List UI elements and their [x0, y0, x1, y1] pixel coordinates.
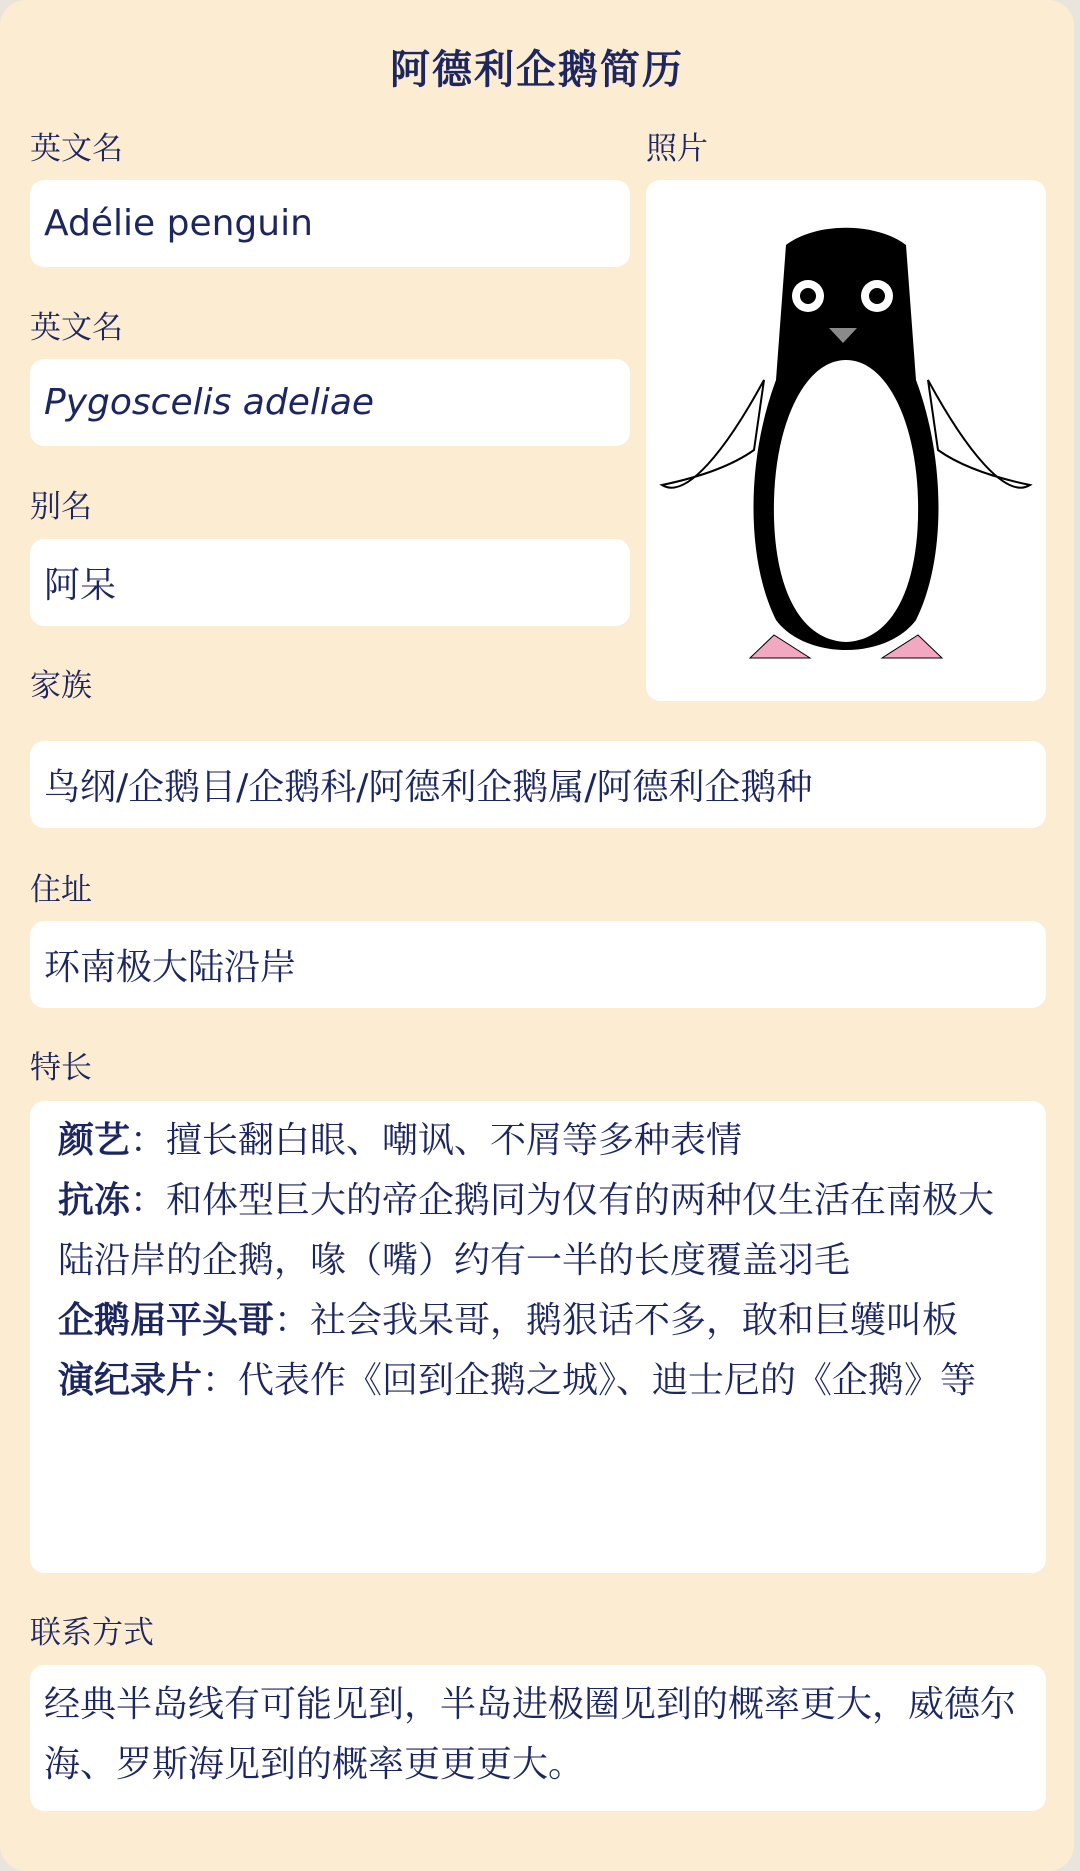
skill-name: 演纪录片 — [58, 1360, 203, 1401]
skill-text: 擅长翻白眼、嘲讽、不屑等多种表情 — [166, 1120, 743, 1161]
latin-name-label: 英文名 — [30, 310, 123, 346]
english-name-label: 英文名 — [30, 131, 123, 167]
skills-block — [30, 1101, 1046, 1573]
photo-label: 照片 — [646, 131, 708, 167]
contact-block: 经典半岛线有可能见到，半岛进极圈见到的概率更大，威德尔海、罗斯海见到的概率更更更大。 — [30, 1665, 1046, 1811]
skill-text: 代表作《回到企鹅之城》、迪士尼的《企鹅》等 — [238, 1360, 977, 1401]
contact-label: 联系方式 — [30, 1615, 154, 1651]
skills-label: 特长 — [30, 1050, 92, 1086]
family-label: 家族 — [30, 668, 92, 704]
address-field: 环南极大陆沿岸 — [30, 921, 1046, 1008]
penguin-icon — [646, 180, 1046, 701]
english-name-field: Adélie penguin — [30, 180, 630, 267]
skill-item: 演纪录片：代表作《回到企鹅之城》、迪士尼的《企鹅》等 — [58, 1360, 977, 1401]
page-title: 阿德利企鹅简历 — [390, 47, 684, 93]
photo-frame — [646, 180, 1046, 701]
penguin-belly — [774, 360, 918, 642]
right-flipper — [928, 380, 1030, 488]
skill-name: 企鹅届平头哥 — [58, 1300, 275, 1341]
latin-name-field: Pygoscelis adeliae — [30, 359, 630, 446]
skill-item: 颜艺：擅长翻白眼、嘲讽、不屑等多种表情 — [58, 1120, 743, 1161]
skill-name: 颜艺 — [58, 1120, 131, 1161]
address-label: 住址 — [30, 872, 92, 908]
skill-text: 和体型巨大的帝企鹅同为仅有的两种仅生活在南极大陆沿岸的企鹅，喙（嘴）约有一半的长度覆盖羽毛 — [58, 1180, 995, 1281]
alias-label: 别名 — [30, 489, 92, 525]
family-field: 鸟纲/企鹅目/企鹅科/阿德利企鹅属/阿德利企鹅种 — [30, 741, 1046, 828]
skill-text: 社会我呆哥，鹅狠话不多，敢和巨鹱叫板 — [310, 1300, 959, 1341]
alias-field: 阿呆 — [30, 539, 630, 626]
left-flipper — [662, 380, 764, 488]
skill-item: 企鹅届平头哥：社会我呆哥，鹅狠话不多，敢和巨鹱叫板 — [58, 1300, 959, 1341]
skill-name: 抗冻 — [58, 1180, 131, 1221]
skill-item: 抗冻：和体型巨大的帝企鹅同为仅有的两种仅生活在南极大陆沿岸的企鹅，喙（嘴）约有一半的长度覆盖羽毛 — [58, 1180, 995, 1281]
